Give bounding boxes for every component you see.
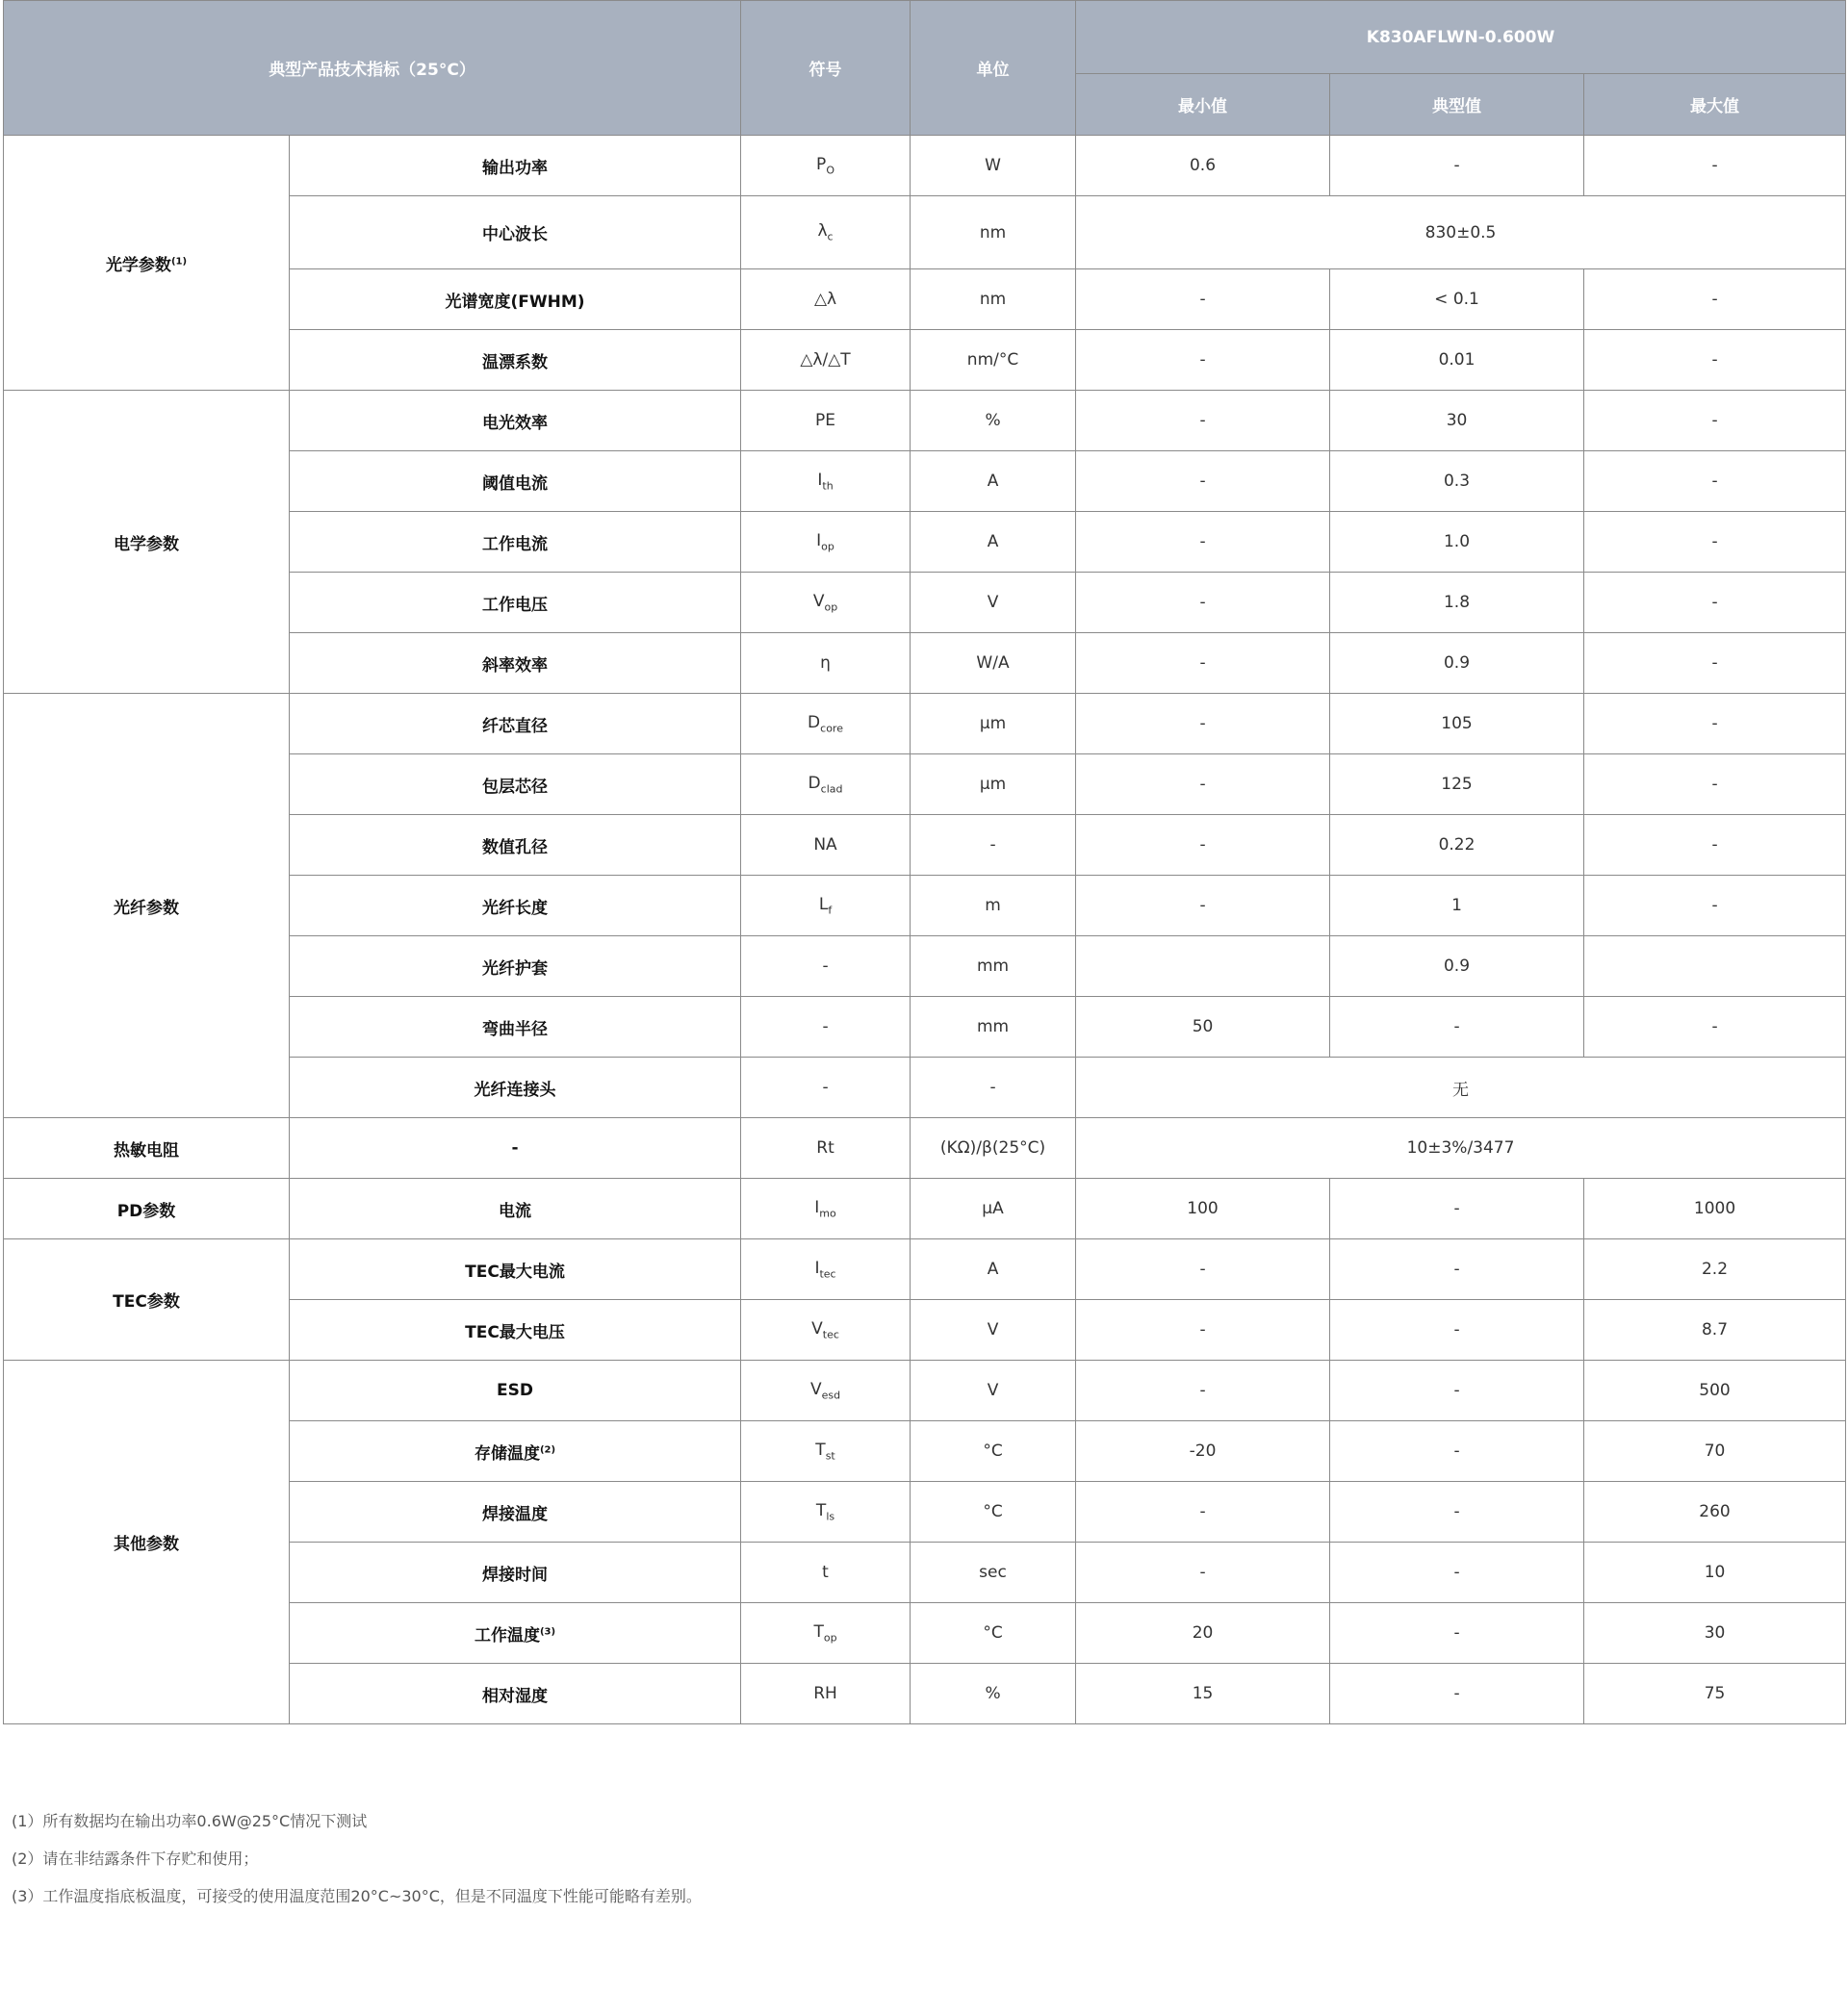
param-symbol: - bbox=[741, 936, 911, 997]
footnote-2: (2）请在非结露条件下存贮和使用； bbox=[12, 1850, 259, 1868]
param-symbol: $L_f$ bbox=[741, 876, 911, 936]
param-symbol: $V_{tec}$ bbox=[741, 1300, 911, 1361]
value-typ: - bbox=[1330, 1361, 1584, 1421]
value-min: - bbox=[1076, 451, 1330, 512]
value-max: - bbox=[1584, 136, 1846, 196]
value-max: - bbox=[1584, 391, 1846, 451]
param-unit: W/A bbox=[911, 633, 1076, 694]
value-typ: 1.0 bbox=[1330, 512, 1584, 573]
value-min: - bbox=[1076, 694, 1330, 754]
param-unit: (KΩ)/β(25°C) bbox=[911, 1118, 1076, 1179]
param-name: 工作电流 bbox=[290, 512, 741, 573]
footnote-3: (3）工作温度指底板温度，可接受的使用温度范围20°C~30°C，但是不同温度下性能可能略有差别。 bbox=[12, 1887, 702, 1905]
table-body bbox=[4, 136, 1846, 1724]
value-min: 0.6 bbox=[1076, 136, 1330, 196]
table-row bbox=[4, 136, 1846, 196]
value-max: - bbox=[1584, 512, 1846, 573]
value-min: - bbox=[1076, 391, 1330, 451]
param-symbol: $V_{op}$ bbox=[741, 573, 911, 633]
value-typ: - bbox=[1330, 1603, 1584, 1664]
value-max: 1000 bbox=[1584, 1179, 1846, 1239]
param-unit: V bbox=[911, 1300, 1076, 1361]
value-min: - bbox=[1076, 633, 1330, 694]
value-min: - bbox=[1076, 1239, 1330, 1300]
group-name: TEC参数 bbox=[4, 1239, 290, 1361]
value-min: - bbox=[1076, 1300, 1330, 1361]
param-unit: °C bbox=[911, 1482, 1076, 1543]
value-min: 15 bbox=[1076, 1664, 1330, 1724]
value-typ: < 0.1 bbox=[1330, 269, 1584, 330]
param-name: 温漂系数 bbox=[290, 330, 741, 391]
value-typ: 0.9 bbox=[1330, 633, 1584, 694]
param-name: 电光效率 bbox=[290, 391, 741, 451]
table-row bbox=[4, 1118, 1846, 1179]
param-name: 光纤护套 bbox=[290, 936, 741, 997]
value-max: - bbox=[1584, 815, 1846, 876]
footnote-ref: (1) bbox=[170, 255, 188, 267]
value-min: - bbox=[1076, 876, 1330, 936]
param-name: 弯曲半径 bbox=[290, 997, 741, 1058]
value-min: - bbox=[1076, 815, 1330, 876]
value-typ: 125 bbox=[1330, 754, 1584, 815]
param-unit: V bbox=[911, 573, 1076, 633]
param-symbol: $V_{esd}$ bbox=[741, 1361, 911, 1421]
value-typ: 1.8 bbox=[1330, 573, 1584, 633]
value-typ: 0.22 bbox=[1330, 815, 1584, 876]
value-max: 10 bbox=[1584, 1543, 1846, 1603]
param-symbol: $D_{core}$ bbox=[741, 694, 911, 754]
param-name: 中心波长 bbox=[290, 196, 741, 269]
param-unit: μm bbox=[911, 754, 1076, 815]
value-typ: 105 bbox=[1330, 694, 1584, 754]
value-max: 70 bbox=[1584, 1421, 1846, 1482]
value-min: -20 bbox=[1076, 1421, 1330, 1482]
param-name: ESD bbox=[290, 1361, 741, 1421]
param-symbol: $I_{op}$ bbox=[741, 512, 911, 573]
value-typ: - bbox=[1330, 1421, 1584, 1482]
footnote-ref: (2) bbox=[539, 1443, 556, 1455]
param-symbol: $T_{st}$ bbox=[741, 1421, 911, 1482]
value-max bbox=[1584, 936, 1846, 997]
value-typ: 0.01 bbox=[1330, 330, 1584, 391]
param-name: 纤芯直径 bbox=[290, 694, 741, 754]
value-min: - bbox=[1076, 573, 1330, 633]
param-symbol: Rt bbox=[741, 1118, 911, 1179]
param-name: 相对湿度 bbox=[290, 1664, 741, 1724]
param-unit: nm/°C bbox=[911, 330, 1076, 391]
value-max: 500 bbox=[1584, 1361, 1846, 1421]
group-name: 热敏电阻 bbox=[4, 1118, 290, 1179]
param-unit: - bbox=[911, 1058, 1076, 1118]
param-symbol: $T_{op}$ bbox=[741, 1603, 911, 1664]
param-unit: A bbox=[911, 451, 1076, 512]
param-symbol: △λ bbox=[741, 269, 911, 330]
param-symbol: NA bbox=[741, 815, 911, 876]
param-unit: μm bbox=[911, 694, 1076, 754]
value-typ: - bbox=[1330, 1543, 1584, 1603]
param-symbol: t bbox=[741, 1543, 911, 1603]
param-name: 光纤长度 bbox=[290, 876, 741, 936]
param-unit: nm bbox=[911, 269, 1076, 330]
param-symbol: $D_{clad}$ bbox=[741, 754, 911, 815]
param-symbol: $I_{tec}$ bbox=[741, 1239, 911, 1300]
group-name: 电学参数 bbox=[4, 391, 290, 694]
value-min bbox=[1076, 936, 1330, 997]
value-max: 260 bbox=[1584, 1482, 1846, 1543]
table-header bbox=[4, 1, 1846, 136]
param-unit: W bbox=[911, 136, 1076, 196]
value-min: - bbox=[1076, 1361, 1330, 1421]
value-max: - bbox=[1584, 269, 1846, 330]
value-typ: 0.9 bbox=[1330, 936, 1584, 997]
value-max: - bbox=[1584, 451, 1846, 512]
value-max: 2.2 bbox=[1584, 1239, 1846, 1300]
value-typ: - bbox=[1330, 1179, 1584, 1239]
param-symbol: $I_{mo}$ bbox=[741, 1179, 911, 1239]
group-name: 其他参数 bbox=[4, 1361, 290, 1724]
param-symbol: $T_{ls}$ bbox=[741, 1482, 911, 1543]
param-unit: % bbox=[911, 391, 1076, 451]
value-min: 100 bbox=[1076, 1179, 1330, 1239]
param-unit: mm bbox=[911, 936, 1076, 997]
param-name: 光谱宽度(FWHM) bbox=[290, 269, 741, 330]
table-row bbox=[4, 1239, 1846, 1300]
header-min: 最小值 bbox=[1076, 74, 1330, 136]
group-name: PD参数 bbox=[4, 1179, 290, 1239]
value-typ: - bbox=[1330, 997, 1584, 1058]
value-merged: 无 bbox=[1076, 1058, 1846, 1118]
header-model: K830AFLWN-0.600W bbox=[1076, 1, 1846, 74]
param-unit: nm bbox=[911, 196, 1076, 269]
param-unit: - bbox=[911, 815, 1076, 876]
value-min: - bbox=[1076, 754, 1330, 815]
param-symbol: $P_O$ bbox=[741, 136, 911, 196]
param-unit: m bbox=[911, 876, 1076, 936]
value-max: - bbox=[1584, 997, 1846, 1058]
param-unit: sec bbox=[911, 1543, 1076, 1603]
param-name: 工作温度$^{(3)}$ bbox=[290, 1603, 741, 1664]
value-typ: - bbox=[1330, 1300, 1584, 1361]
value-min: - bbox=[1076, 1543, 1330, 1603]
value-typ: - bbox=[1330, 1664, 1584, 1724]
value-max: - bbox=[1584, 573, 1846, 633]
param-unit: A bbox=[911, 512, 1076, 573]
param-symbol: $\lambda_c$ bbox=[741, 196, 911, 269]
group-name: 光学参数$^{(1)}$ bbox=[4, 136, 290, 391]
param-name: 输出功率 bbox=[290, 136, 741, 196]
param-name: 光纤连接头 bbox=[290, 1058, 741, 1118]
value-typ: - bbox=[1330, 1482, 1584, 1543]
param-name: 存储温度$^{(2)}$ bbox=[290, 1421, 741, 1482]
header-max: 最大值 bbox=[1584, 74, 1846, 136]
param-name: - bbox=[290, 1118, 741, 1179]
table-row bbox=[4, 1361, 1846, 1421]
footnote-ref: (3) bbox=[539, 1625, 556, 1637]
value-min: 20 bbox=[1076, 1603, 1330, 1664]
param-name: 焊接时间 bbox=[290, 1543, 741, 1603]
value-max: - bbox=[1584, 876, 1846, 936]
param-symbol: - bbox=[741, 997, 911, 1058]
value-typ: 0.3 bbox=[1330, 451, 1584, 512]
value-min: - bbox=[1076, 512, 1330, 573]
table-row bbox=[4, 1179, 1846, 1239]
value-min: - bbox=[1076, 1482, 1330, 1543]
header-unit: 单位 bbox=[911, 1, 1076, 136]
param-name: 包层芯径 bbox=[290, 754, 741, 815]
header-typ: 典型值 bbox=[1330, 74, 1584, 136]
param-name: 工作电压 bbox=[290, 573, 741, 633]
value-max: - bbox=[1584, 633, 1846, 694]
value-merged: 830±0.5 bbox=[1076, 196, 1846, 269]
value-merged: 10±3%/3477 bbox=[1076, 1118, 1846, 1179]
group-name: 光纤参数 bbox=[4, 694, 290, 1118]
param-name: TEC最大电流 bbox=[290, 1239, 741, 1300]
value-typ: - bbox=[1330, 1239, 1584, 1300]
table-row bbox=[4, 694, 1846, 754]
param-symbol: η bbox=[741, 633, 911, 694]
value-min: - bbox=[1076, 269, 1330, 330]
value-typ: - bbox=[1330, 136, 1584, 196]
param-symbol: △λ/△T bbox=[741, 330, 911, 391]
value-max: 30 bbox=[1584, 1603, 1846, 1664]
param-symbol: RH bbox=[741, 1664, 911, 1724]
param-name: TEC最大电压 bbox=[290, 1300, 741, 1361]
param-symbol: - bbox=[741, 1058, 911, 1118]
value-typ: 30 bbox=[1330, 391, 1584, 451]
spec-table bbox=[3, 0, 1846, 1724]
param-name: 数值孔径 bbox=[290, 815, 741, 876]
param-name: 焊接温度 bbox=[290, 1482, 741, 1543]
param-unit: mm bbox=[911, 997, 1076, 1058]
table-row bbox=[4, 391, 1846, 451]
value-max: - bbox=[1584, 754, 1846, 815]
param-unit: °C bbox=[911, 1421, 1076, 1482]
footnote-1: (1）所有数据均在输出功率0.6W@25°C情况下测试 bbox=[12, 1812, 368, 1830]
param-name: 斜率效率 bbox=[290, 633, 741, 694]
value-max: - bbox=[1584, 694, 1846, 754]
header-symbol: 符号 bbox=[741, 1, 911, 136]
value-typ: 1 bbox=[1330, 876, 1584, 936]
footnotes bbox=[12, 1802, 702, 1915]
param-name: 阈值电流 bbox=[290, 451, 741, 512]
param-unit: μA bbox=[911, 1179, 1076, 1239]
param-symbol: $I_{th}$ bbox=[741, 451, 911, 512]
param-symbol: PE bbox=[741, 391, 911, 451]
header-spec-title: 典型产品技术指标（25°C） bbox=[4, 1, 741, 136]
value-min: - bbox=[1076, 330, 1330, 391]
param-unit: A bbox=[911, 1239, 1076, 1300]
value-max: 8.7 bbox=[1584, 1300, 1846, 1361]
value-min: 50 bbox=[1076, 997, 1330, 1058]
value-max: - bbox=[1584, 330, 1846, 391]
param-unit: °C bbox=[911, 1603, 1076, 1664]
param-unit: V bbox=[911, 1361, 1076, 1421]
param-unit: % bbox=[911, 1664, 1076, 1724]
value-max: 75 bbox=[1584, 1664, 1846, 1724]
param-name: 电流 bbox=[290, 1179, 741, 1239]
